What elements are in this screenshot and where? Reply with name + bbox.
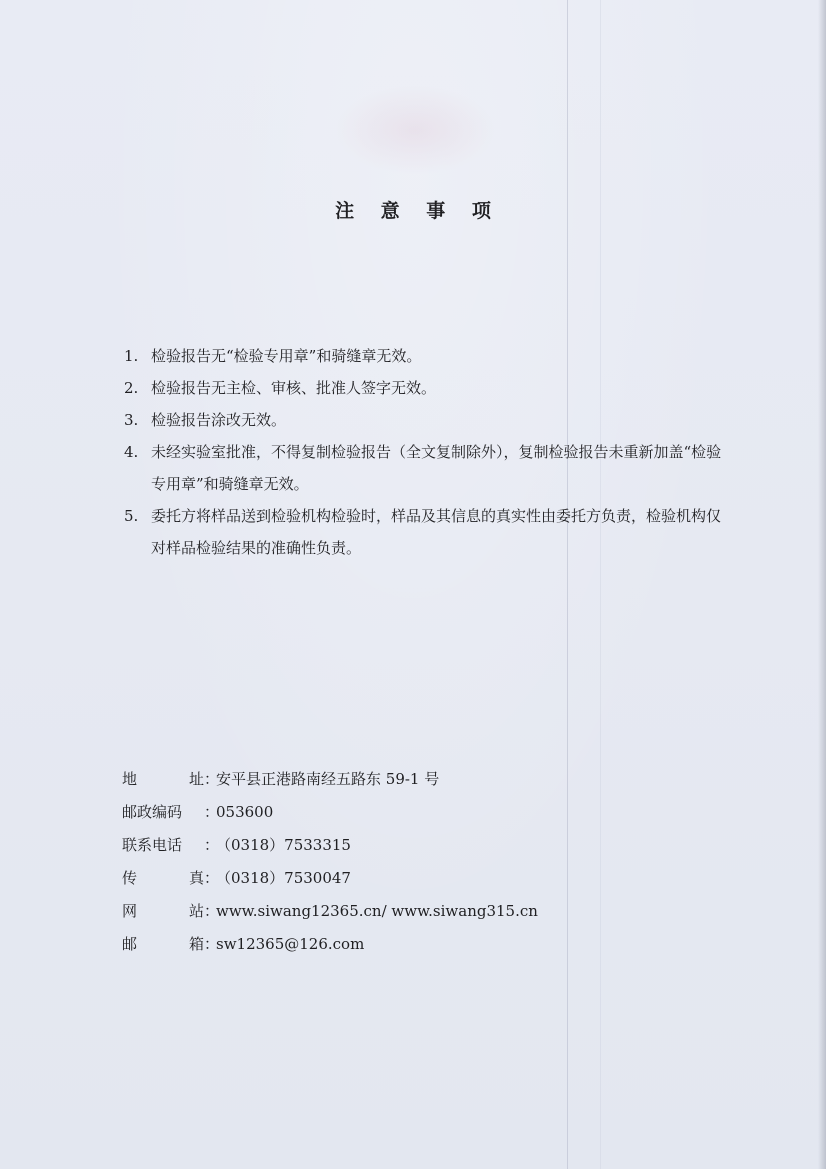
- email-label-char: 邮: [122, 935, 138, 953]
- fax-label: [122, 862, 204, 895]
- notice-text: 检验报告涂改无效。: [151, 411, 287, 429]
- email-value: sw12365@126.com: [216, 935, 365, 953]
- colon: ：: [204, 935, 220, 953]
- colon: ：: [204, 803, 220, 821]
- fax-value: （0318）7530047: [216, 869, 351, 887]
- contact-row-website: [122, 895, 538, 928]
- paper-edge-shadow: [818, 0, 826, 1169]
- email-label: [122, 928, 204, 961]
- notice-number: 2.: [124, 379, 139, 397]
- faded-stamp-mark: [335, 85, 495, 175]
- notice-number: 4.: [124, 443, 139, 461]
- contact-row-phone: [122, 829, 538, 862]
- notice-list: [124, 340, 724, 564]
- notice-item: [124, 372, 724, 404]
- notice-item: [124, 436, 724, 500]
- website-label-char: 站: [188, 902, 204, 920]
- colon: ：: [204, 770, 220, 788]
- colon: ：: [204, 836, 220, 854]
- notice-text: 委托方将样品送到检验机构检验时，样品及其信息的真实性由委托方负责，检验机构仅对样品检验结果的准确性负责。: [151, 507, 722, 557]
- fax-label-char: 传: [122, 869, 138, 887]
- contact-row-fax: [122, 862, 538, 895]
- notice-item: [124, 340, 724, 372]
- paper-fold-line: [567, 0, 568, 1169]
- email-label-char: 箱: [188, 935, 204, 953]
- notice-text: 未经实验室批准，不得复制检验报告（全文复制除外），复制检验报告未重新加盖“检验专用章”和骑缝章无效。: [151, 443, 722, 493]
- website-label-char: 网: [122, 902, 138, 920]
- paper-fold-line-secondary: [600, 0, 601, 1169]
- phone-label: 联系电话: [122, 836, 183, 854]
- notice-text: 检验报告无主检、审核、批准人签字无效。: [151, 379, 437, 397]
- notice-number: 3.: [124, 411, 139, 429]
- contact-row-email: [122, 928, 538, 961]
- address-label-char: 址: [188, 770, 204, 788]
- contact-info: [122, 763, 538, 961]
- notice-text: 检验报告无“检验专用章”和骑缝章无效。: [151, 347, 422, 365]
- colon: ：: [204, 902, 220, 920]
- address-label: [122, 763, 204, 796]
- contact-row-postcode: [122, 796, 538, 829]
- notice-item: [124, 500, 724, 564]
- page-title: 注 意 事 项: [335, 200, 501, 222]
- contact-row-address: [122, 763, 538, 796]
- notice-number: 5.: [124, 507, 139, 525]
- address-label-char: 地: [122, 770, 138, 788]
- postcode-value: 053600: [216, 803, 274, 821]
- address-value: 安平县正港路南经五路东 59-1 号: [216, 770, 440, 788]
- fax-label-char: 真: [188, 869, 204, 887]
- website-label: [122, 895, 204, 928]
- website-value: www.siwang12365.cn/ www.siwang315.cn: [216, 902, 538, 920]
- colon: ：: [204, 869, 220, 887]
- phone-value: （0318）7533315: [216, 836, 351, 854]
- notice-number: 1.: [124, 347, 139, 365]
- postcode-label: 邮政编码: [122, 803, 183, 821]
- notice-item: [124, 404, 724, 436]
